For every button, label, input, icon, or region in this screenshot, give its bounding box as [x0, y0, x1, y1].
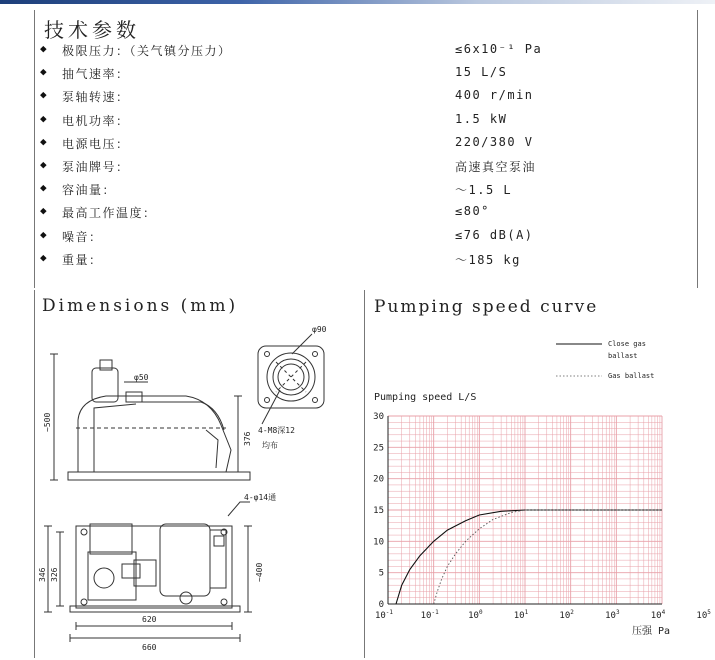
- diamond-bullet-icon: ◆: [40, 250, 49, 264]
- label-depth-400: ~400: [255, 562, 264, 582]
- spec-label: 电机功率：: [62, 113, 130, 128]
- x-tick-label: $10^2$: [559, 609, 574, 621]
- spec-label: 泵轴转速：: [62, 90, 130, 105]
- chart-series: [396, 510, 662, 604]
- y-axis-label: Pumping speed L/S: [374, 392, 477, 403]
- spec-label: 容油量：: [62, 183, 117, 198]
- left-rule-lower: [34, 290, 35, 658]
- diamond-bullet-icon: ◆: [40, 65, 49, 79]
- y-tick-label: 10: [373, 537, 384, 548]
- y-tick-label: 25: [373, 443, 384, 454]
- label-bolt-pattern: 4-M8深12: [258, 426, 295, 435]
- y-tick-label: 15: [373, 506, 384, 516]
- spec-label: 噪音：: [62, 229, 103, 244]
- x-tick-label: $10^{-1}$: [420, 609, 439, 621]
- label-height-500: ~500: [43, 412, 52, 432]
- spec-value: ～1.5 L: [455, 183, 513, 198]
- label-phi50: φ50: [134, 373, 149, 382]
- label-evenly-spaced: 均布: [262, 441, 278, 450]
- diamond-bullet-icon: ◆: [40, 111, 49, 125]
- spec-label: 电源电压：: [62, 136, 130, 151]
- spec-label: 极限压力：（关气镇分压力）: [62, 44, 232, 58]
- y-tick-label: 0: [378, 600, 384, 610]
- x-tick-label: $10^3$: [605, 609, 620, 621]
- right-rule: [697, 10, 698, 288]
- spec-value: ≤6x10⁻¹ Pa: [455, 42, 543, 56]
- spec-value: ≤76 dB(A): [455, 227, 534, 242]
- dimensions-drawing: [36, 320, 376, 660]
- label-depth-346: 346: [38, 567, 47, 582]
- x-tick-label: $10^5$: [696, 609, 711, 621]
- diamond-bullet-icon: ◆: [40, 158, 49, 171]
- spec-label: 抽气速率：: [62, 67, 130, 82]
- x-tick-label: $10^0$: [468, 609, 483, 621]
- series-line-2: [434, 510, 662, 604]
- spec-value: ≤80°: [455, 204, 490, 219]
- diamond-bullet-icon: ◆: [40, 181, 49, 195]
- diamond-bullet-icon: ◆: [40, 42, 49, 55]
- top-accent-bar: [0, 0, 715, 4]
- label-mounting-holes: 4-φ14通: [244, 493, 277, 502]
- diamond-bullet-icon: ◆: [40, 204, 49, 218]
- series-line-1: [396, 510, 662, 604]
- diamond-bullet-icon: ◆: [40, 134, 49, 148]
- label-height-376: 376: [243, 431, 252, 446]
- spec-value: 15 L/S: [455, 65, 508, 80]
- spec-label: 最高工作温度：: [62, 206, 157, 221]
- pump-side-view: [50, 354, 250, 480]
- spec-label: 重量：: [62, 252, 103, 267]
- x-tick-label: $10^1$: [513, 609, 529, 621]
- x-axis-label: 压强 Pa: [632, 626, 671, 637]
- x-tick-label: $10^{-1}$: [374, 609, 394, 621]
- legend-label: Close gas: [608, 340, 646, 348]
- x-tick-label: $10^4$: [650, 609, 666, 621]
- flange-view: [258, 334, 324, 424]
- spec-value: 1.5 kW: [455, 111, 508, 126]
- label-width-620: 620: [142, 615, 157, 624]
- left-rule: [34, 10, 35, 288]
- legend-label: Gas ballast: [608, 372, 655, 380]
- spec-value: ～185 kg: [455, 252, 521, 267]
- diamond-bullet-icon: ◆: [40, 227, 49, 241]
- legend-label: ballast: [608, 352, 638, 360]
- spec-title: 技术参数: [44, 18, 140, 42]
- spec-value: 400 r/min: [455, 88, 534, 103]
- spec-value: 220/380 V: [455, 134, 534, 149]
- y-tick-label: 5: [378, 568, 384, 579]
- label-phi90: φ90: [312, 325, 327, 334]
- y-tick-label: 20: [373, 474, 384, 485]
- diamond-bullet-icon: ◆: [40, 88, 49, 102]
- chart-legend: [556, 340, 654, 380]
- spec-label: 泵油牌号：: [62, 160, 130, 174]
- label-depth-326: 326: [50, 567, 59, 582]
- curve-title: Pumping speed curve: [374, 297, 599, 317]
- spec-value: 高速真空泵油: [455, 160, 537, 174]
- label-width-660: 660: [142, 643, 157, 652]
- y-tick-label: 30: [373, 412, 384, 422]
- pumping-speed-chart: [366, 328, 711, 658]
- dimensions-title: Dimensions (mm): [42, 296, 239, 316]
